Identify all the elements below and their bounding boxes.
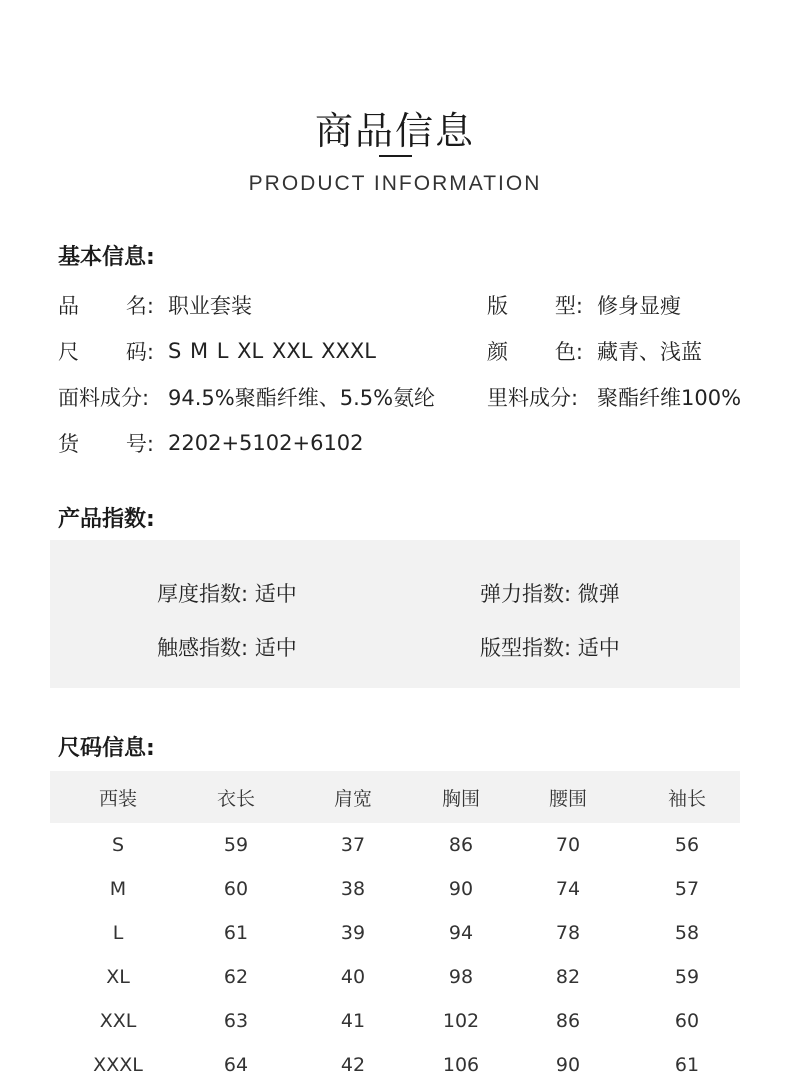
fit-type-value: 修身显瘦 (597, 294, 681, 318)
color-label: 颜 色: (487, 340, 583, 364)
table-cell: 42 (340, 1054, 366, 1076)
size-info-heading: 尺码信息: (58, 736, 155, 761)
basic-info-heading: 基本信息: (58, 245, 155, 270)
column-header: 袖长 (634, 771, 740, 823)
fabric-value: 94.5%聚酯纤维、5.5%氨纶 (168, 386, 436, 410)
column-header: 肩宽 (286, 771, 420, 823)
lining-label: 里料成分: (487, 386, 579, 410)
fit-index: 版型指数: 适中 (480, 636, 620, 660)
table-row (50, 911, 740, 955)
table-cell: 59 (674, 966, 700, 988)
table-row (50, 999, 740, 1043)
product-name-label: 品 名: (58, 294, 154, 318)
table-cell: 41 (340, 1010, 366, 1032)
table-cell: L (112, 922, 124, 944)
color-value: 藏青、浅蓝 (597, 340, 702, 364)
table-cell: 94 (448, 922, 474, 944)
column-header: 胸围 (420, 771, 502, 823)
column-header: 西装 (50, 771, 186, 823)
table-row (50, 823, 740, 867)
column-header: 腰围 (502, 771, 634, 823)
product-index-panel (50, 540, 740, 688)
size-value: S M L XL XXL XXXL (168, 339, 376, 363)
table-cell: 37 (340, 834, 366, 856)
table-row (50, 955, 740, 999)
product-index-heading: 产品指数: (58, 507, 155, 532)
product-name-value: 职业套装 (168, 294, 252, 318)
table-cell: 86 (555, 1010, 581, 1032)
fit-type-label: 版 型: (487, 294, 583, 318)
size-table (50, 771, 740, 1087)
column-header: 衣长 (186, 771, 286, 823)
lining-value: 聚酯纤维100% (597, 386, 742, 410)
table-cell: 39 (340, 922, 366, 944)
lining-row (487, 382, 741, 412)
table-cell: 40 (340, 966, 366, 988)
table-cell: 70 (555, 834, 581, 856)
page-title: 商品信息 (314, 109, 475, 153)
table-cell: 62 (223, 966, 249, 988)
table-cell: 58 (674, 922, 700, 944)
table-cell: 60 (223, 878, 249, 900)
table-cell: XL (106, 966, 130, 988)
table-cell: M (109, 878, 127, 900)
table-cell: 106 (442, 1054, 480, 1076)
elasticity-index: 弹力指数: 微弹 (480, 582, 620, 606)
size-label: 尺 码: (58, 340, 154, 364)
table-row (50, 1043, 740, 1087)
table-cell: S (111, 834, 125, 856)
fabric-label: 面料成分: (58, 386, 150, 410)
table-cell: 86 (448, 834, 474, 856)
fabric-row (58, 382, 435, 412)
table-cell: 82 (555, 966, 581, 988)
table-cell: 38 (340, 878, 366, 900)
table-cell: 56 (674, 834, 700, 856)
sku-value: 2202+5102+6102 (168, 431, 364, 455)
table-cell: 90 (555, 1054, 581, 1076)
color-row (487, 336, 702, 366)
table-cell: 90 (448, 878, 474, 900)
table-cell: XXL (99, 1010, 137, 1032)
table-cell: 61 (674, 1054, 700, 1076)
table-cell: 74 (555, 878, 581, 900)
product-name-row (58, 290, 252, 320)
fit-type-row (487, 290, 681, 320)
table-cell: 98 (448, 966, 474, 988)
table-cell: 102 (442, 1010, 480, 1032)
sku-row (58, 428, 364, 458)
table-cell: 61 (223, 922, 249, 944)
table-row (50, 867, 740, 911)
page-subtitle: PRODUCT INFORMATION (248, 172, 542, 195)
sku-label: 货 号: (58, 432, 154, 456)
title-divider (379, 155, 412, 157)
table-cell: XXXL (93, 1054, 143, 1076)
table-cell: 60 (674, 1010, 700, 1032)
thickness-index: 厚度指数: 适中 (157, 582, 297, 606)
table-cell: 64 (223, 1054, 249, 1076)
table-cell: 57 (674, 878, 700, 900)
size-row (58, 336, 376, 366)
table-cell: 78 (555, 922, 581, 944)
size-table-header (50, 771, 740, 823)
table-cell: 63 (223, 1010, 249, 1032)
touch-index: 触感指数: 适中 (157, 636, 297, 660)
table-cell: 59 (223, 834, 249, 856)
